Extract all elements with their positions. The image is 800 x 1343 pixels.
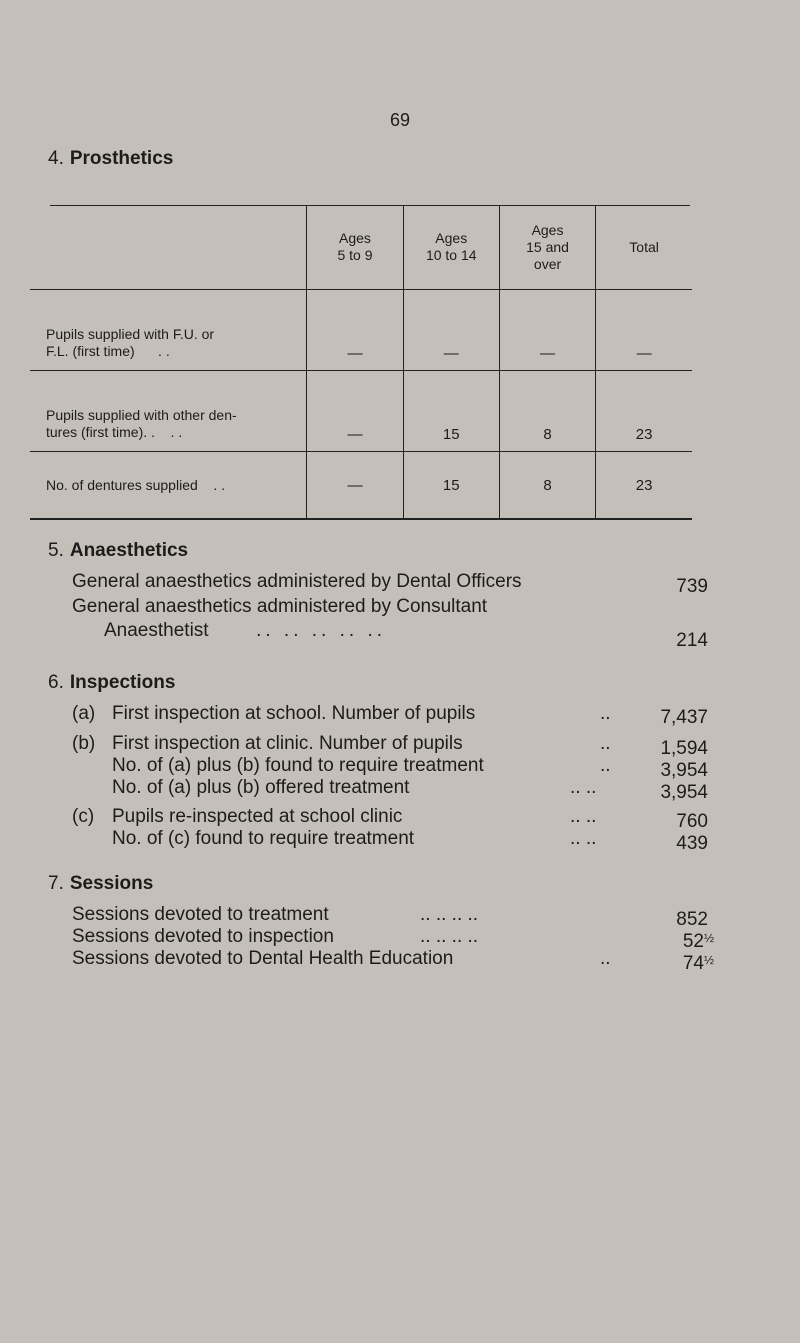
leader-dots: .. [600, 733, 611, 754]
leader-dots: .. [600, 948, 611, 969]
session-value-fraction: ½ [703, 931, 714, 945]
table-cell: — [499, 290, 595, 371]
session-value [683, 953, 714, 975]
row-label-line: F.L. (first time) [46, 343, 135, 359]
table-cell: 23 [596, 371, 692, 452]
anaesthetics-line-anaesthetist [104, 620, 386, 642]
table-row [30, 290, 692, 371]
table-cell: — [403, 290, 499, 371]
inspection-marker: (b) [72, 733, 96, 754]
inspections-heading [48, 672, 175, 694]
leader-dots: .. .. .. .. .. [256, 620, 386, 641]
inspection-value: 3,954 [660, 782, 708, 803]
anaesthetist-label: Anaesthetist [104, 620, 209, 641]
table-cell: 15 [403, 371, 499, 452]
header-line: 15 and [526, 238, 569, 255]
section-number: 6. [48, 672, 64, 693]
row-label-line: Pupils supplied with other den- [46, 407, 237, 423]
section-number: 5. [48, 540, 64, 561]
session-item-inspection: Sessions devoted to inspection [72, 926, 334, 947]
table-cell: 8 [499, 371, 595, 452]
inspection-item-school [112, 703, 475, 725]
header-line: Ages [531, 221, 564, 238]
inspection-item-require-treatment [112, 755, 484, 777]
table-cell: — [307, 452, 403, 520]
leader-dots: .. [213, 476, 230, 493]
inspection-value: 1,594 [660, 738, 708, 759]
row-label-line: No. of dentures supplied [46, 476, 198, 493]
session-value-number: 74 [682, 953, 704, 974]
inspection-text: First inspection at clinic. Number of pupils [112, 733, 463, 754]
row-label [30, 452, 307, 520]
anaesthetics-heading [48, 540, 188, 562]
section-title: Prosthetics [69, 148, 174, 169]
header-line: Ages [339, 230, 371, 246]
leader-dots: .. .. [570, 777, 597, 798]
inspection-item-clinic [112, 733, 463, 755]
leader-dots: .. [600, 755, 611, 776]
header-line: 10 to 14 [425, 247, 477, 263]
leader-dots: .. .. .. .. [420, 904, 479, 925]
inspection-text: Pupils re-inspected at school clinic [112, 806, 403, 827]
sessions-heading [48, 873, 153, 895]
table-cell: 8 [499, 452, 595, 520]
column-header-ages-15-over [499, 205, 595, 290]
section-number: 7. [48, 873, 64, 894]
inspection-text: No. of (a) plus (b) found to require treatment [112, 755, 484, 776]
column-header-ages-10-14 [403, 205, 499, 290]
inspection-marker: (c) [72, 806, 95, 827]
leader-dots: .. [170, 424, 187, 440]
session-value-number: 852 [676, 909, 708, 930]
inspection-marker: (a) [72, 703, 96, 724]
session-value [676, 909, 708, 931]
column-header-total [596, 205, 692, 290]
session-item-treatment: Sessions devoted to treatment [72, 904, 329, 925]
header-line: 5 to 9 [337, 247, 373, 263]
section-title: Sessions [69, 873, 154, 894]
section-title: Anaesthetics [69, 540, 189, 561]
table-cell: — [307, 290, 403, 371]
inspection-item-c-require-treatment [112, 828, 414, 850]
anaesthetics-value-consultant: 214 [676, 630, 708, 651]
leader-dots: .. .. [570, 806, 597, 827]
inspection-item-reinspected [112, 806, 402, 828]
leader-dots: .. .. .. .. [420, 926, 479, 947]
section-number: 4. [48, 148, 64, 169]
anaesthetics-line-consultant: General anaesthetics administered by Consultant [72, 596, 488, 617]
anaesthetics-value-dental-officers: 739 [676, 576, 708, 597]
section-title: Inspections [69, 672, 176, 693]
row-label-line: Pupils supplied with F.U. or [46, 326, 215, 342]
row-label [30, 290, 307, 371]
table-cell: 23 [596, 452, 692, 520]
row-label-line: tures (first time). . [46, 424, 155, 440]
inspection-text: No. of (c) found to require treatment [112, 828, 415, 849]
table-cell: — [307, 371, 403, 452]
session-value [683, 931, 714, 953]
inspection-text: First inspection at school. Number of pupils [112, 703, 476, 724]
table-row [30, 371, 692, 452]
header-line: Total [629, 238, 659, 255]
page-number: 69 [389, 110, 411, 130]
header-line: Ages [435, 230, 468, 246]
session-item-health-education: Sessions devoted to Dental Health Education [72, 948, 454, 969]
table-cell: 15 [403, 452, 499, 520]
prosthetics-table [30, 205, 692, 520]
leader-dots: .. [600, 703, 611, 724]
inspection-value: 3,954 [660, 760, 708, 781]
table-row [30, 452, 692, 520]
column-header-ages-5-9 [307, 205, 403, 290]
prosthetics-heading [48, 148, 173, 170]
table-header-row [30, 205, 692, 290]
inspection-item-offered-treatment [112, 777, 409, 799]
session-value-number: 52 [682, 931, 704, 952]
table-cell: — [596, 290, 692, 371]
inspection-value: 439 [676, 833, 708, 854]
inspection-text: No. of (a) plus (b) offered treatment [112, 777, 410, 798]
header-blank-cell [30, 205, 307, 290]
row-label [30, 371, 307, 452]
session-value-fraction: ½ [703, 953, 714, 967]
header-line: over [533, 255, 562, 272]
inspection-value: 7,437 [660, 707, 708, 728]
inspection-value: 760 [676, 811, 708, 832]
anaesthetics-line-dental-officers: General anaesthetics administered by Dental Officers [72, 571, 522, 592]
leader-dots: .. [158, 343, 174, 359]
leader-dots: .. .. [570, 828, 597, 849]
